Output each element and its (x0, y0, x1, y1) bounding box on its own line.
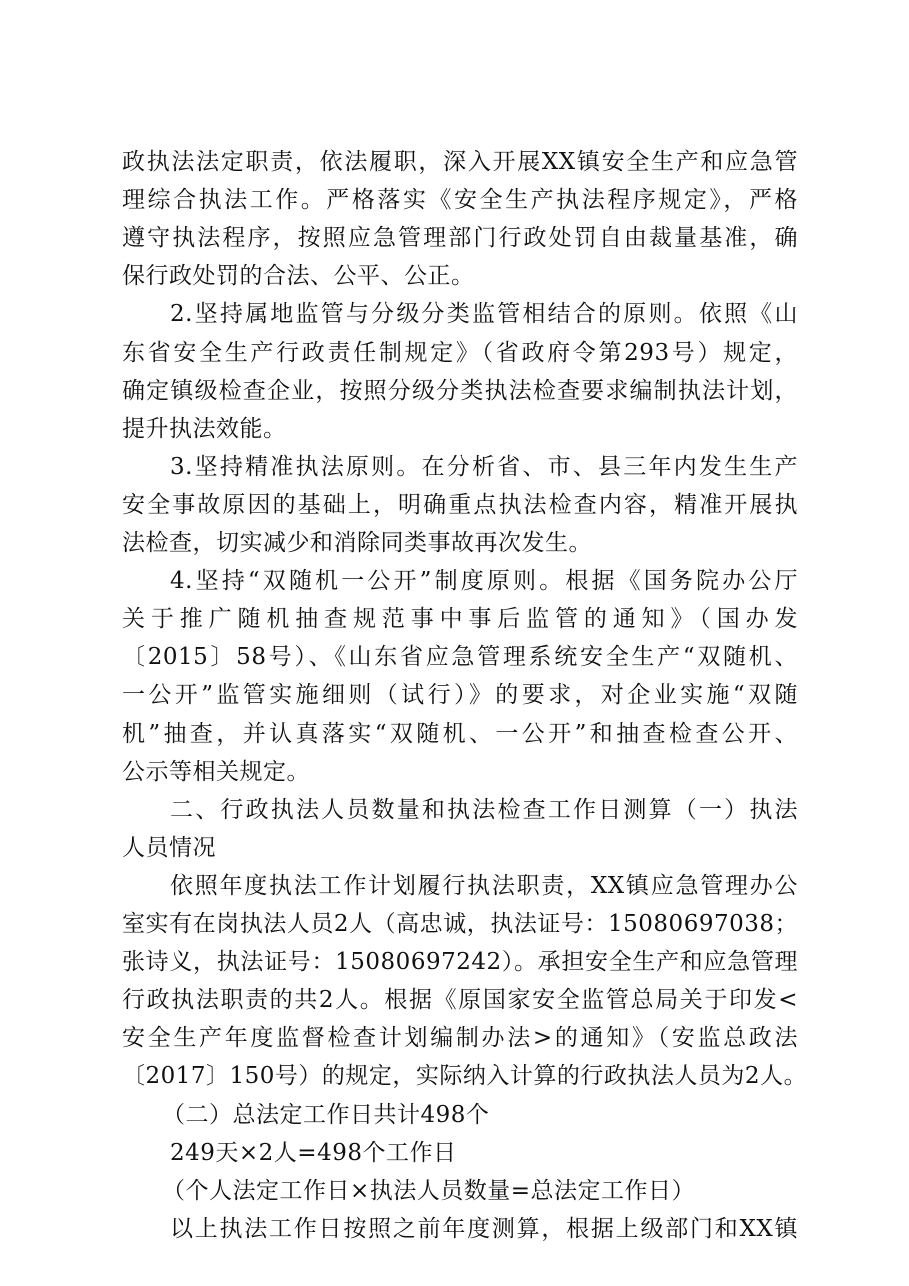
text-line: 东省安全生产行政责任制规定》（省政府令第293号）规定， (122, 339, 798, 366)
text-line: 〔2015〕58号）、《山东省应急管理系统安全生产“双随机、 (122, 644, 798, 671)
text-line: （个人法定工作日×执法人员数量=总法定工作日） (162, 1177, 696, 1204)
text-line: 保行政处罚的合法、公平、公正。 (122, 263, 475, 290)
text-line: 政执法法定职责，依法履职，深入开展XX镇安全生产和应急管 (122, 149, 798, 175)
text-line: 二、行政执法人员数量和执法检查工作日测算（一）执法 (170, 796, 798, 823)
text-line: 安全生产年度监督检查计划编制办法>的通知》（安监总政法 (122, 1025, 798, 1052)
text-line: 确定镇级检查企业，按照分级分类执法检查要求编制执法计划， (122, 377, 798, 404)
text-line: 一公开”监管实施细则（试行）》的要求，对企业实施“双随 (122, 682, 798, 709)
text-line: 遵守执法程序，按照应急管理部门行政处罚自由裁量基准，确 (122, 225, 798, 252)
text-line: 〔2017〕150号）的规定，实际纳入计算的行政执法人员为2人。 (122, 1063, 808, 1090)
text-line: 人员情况 (122, 834, 216, 861)
text-line: 249天×2人=498个工作日 (170, 1139, 457, 1166)
text-line: 提升执法效能。 (122, 415, 287, 442)
text-line: 机”抽查，并认真落实“双随机、一公开”和抽查检查公开、 (122, 720, 798, 747)
text-line: 4.坚持“双随机一公开”制度原则。根据《国务院办公厅 (170, 568, 798, 595)
text-line: 关于推广随机抽查规范事中事后监管的通知》（国办发 (122, 606, 798, 633)
text-line: 安全事故原因的基础上，明确重点执法检查内容，精准开展执 (122, 491, 798, 518)
text-line: 2.坚持属地监管与分级分类监管相结合的原则。依照《山 (170, 301, 798, 328)
text-line: 室实有在岗执法人员2人（高忠诚，执法证号：15080697038； (122, 911, 798, 937)
text-line: 张诗义，执法证号：15080697242）。承担安全生产和应急管理 (122, 949, 798, 976)
text-line: 法检查，切实减少和消除同类事故再次发生。 (122, 530, 592, 556)
text-line: 理综合执法工作。严格落实《安全生产执法程序规定》，严格 (122, 187, 798, 214)
text-line: （二）总法定工作日共计498个 (162, 1101, 490, 1128)
text-line: 公示等相关规定。 (122, 758, 310, 785)
text-line: 3.坚持精准执法原则。在分析省、市、县三年内发生生产 (170, 453, 798, 480)
text-line: 行政执法职责的共2人。根据《原国家安全监管总局关于印发< (122, 987, 798, 1014)
text-line: 依照年度执法工作计划履行执法职责，XX镇应急管理办公 (170, 872, 798, 899)
text-line: 以上执法工作日按照之前年度测算，根据上级部门和XX镇 (170, 1215, 798, 1242)
